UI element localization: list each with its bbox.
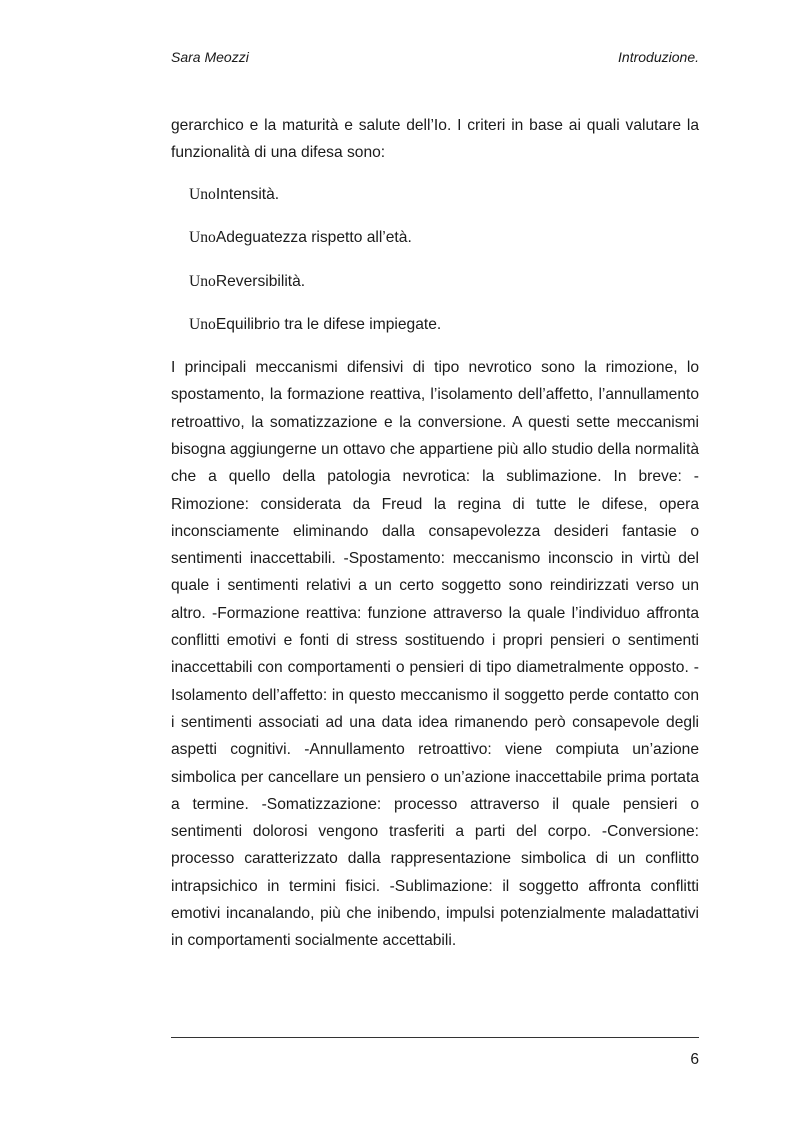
list-item — [189, 224, 699, 251]
list-bullet: Uno — [189, 272, 216, 290]
list-item-text: Reversibilità. — [215, 272, 306, 290]
header-author: Sara Meozzi — [171, 49, 249, 65]
criteria-list — [171, 181, 699, 339]
list-bullet: Uno — [189, 316, 216, 334]
footer-divider — [171, 1037, 699, 1038]
list-bullet: Uno — [189, 229, 216, 247]
intro-paragraph: gerarchico e la maturità e salute dell’Io. I criteri in base ai quali valutare la funzionalità di una difesa sono: — [171, 117, 699, 162]
body-text — [171, 112, 699, 955]
list-item — [189, 181, 699, 208]
list-item-text: Equilibrio tra le difese impiegate. — [215, 316, 442, 334]
list-item-text: Intensità. — [215, 185, 280, 203]
list-bullet: Uno — [189, 185, 216, 203]
list-item — [189, 268, 699, 295]
header-chapter: Introduzione. — [618, 49, 699, 65]
list-item-text: Adeguatezza rispetto all’età. — [215, 229, 412, 247]
main-paragraph: I principali meccanismi difensivi di tipo nevrotico sono la rimozione, lo spostamento, la formazione reattiva, l’isolamento dell’affetto, l’annullamento retroattivo, la somatizzazione e la conversione. A questi sette meccanismi bisogna aggiungerne un ottavo che appartiene più allo studio della normalità che a quello della patologia nevrotica: la sublimazione. In breve: -Rimozione: considerata da Freud la regina di tutte le difese, opera inconsciamente eliminando dalla consapevolezza desideri fantasie o sentimenti inaccettabili. -Spostamento: meccanismo inconscio in virtù del quale i sentimenti relativi a un certo soggetto sono reindirizzati verso un altro. -Formazione reattiva: funzione attraverso la quale l’individuo affronta conflitti emotivi e fonti di stress sostituendo i propri pensieri o sentimenti inaccettabili con comportamenti o pensieri di tipo diametralmente opposto. -Isolamento dell’affetto: in questo meccanismo il soggetto perde contatto con i sentimenti associati ad una data idea rimanendo però consapevole degli aspetti cognitivi. -Annullamento retroattivo: viene compiuta un’azione simbolica per cancellare un pensiero o un’azione inaccettabile prima portata a termine. -Somatizzazione: processo attraverso il quale pensieri o sentimenti dolorosi vengono trasferiti a parti del corpo. -Conversione: processo caratterizzato dalla rappresentazione simbolica di un conflitto intrapsichico in termini fisici. -Sublimazione: il soggetto affronta conflitti emotivi incanalando, più che inibendo, impulsi potenzialmente maladattativi in comportamenti socialmente accettabili. — [171, 359, 699, 950]
page-number: 6 — [690, 1051, 699, 1068]
list-item — [189, 311, 699, 338]
running-header — [171, 48, 699, 66]
